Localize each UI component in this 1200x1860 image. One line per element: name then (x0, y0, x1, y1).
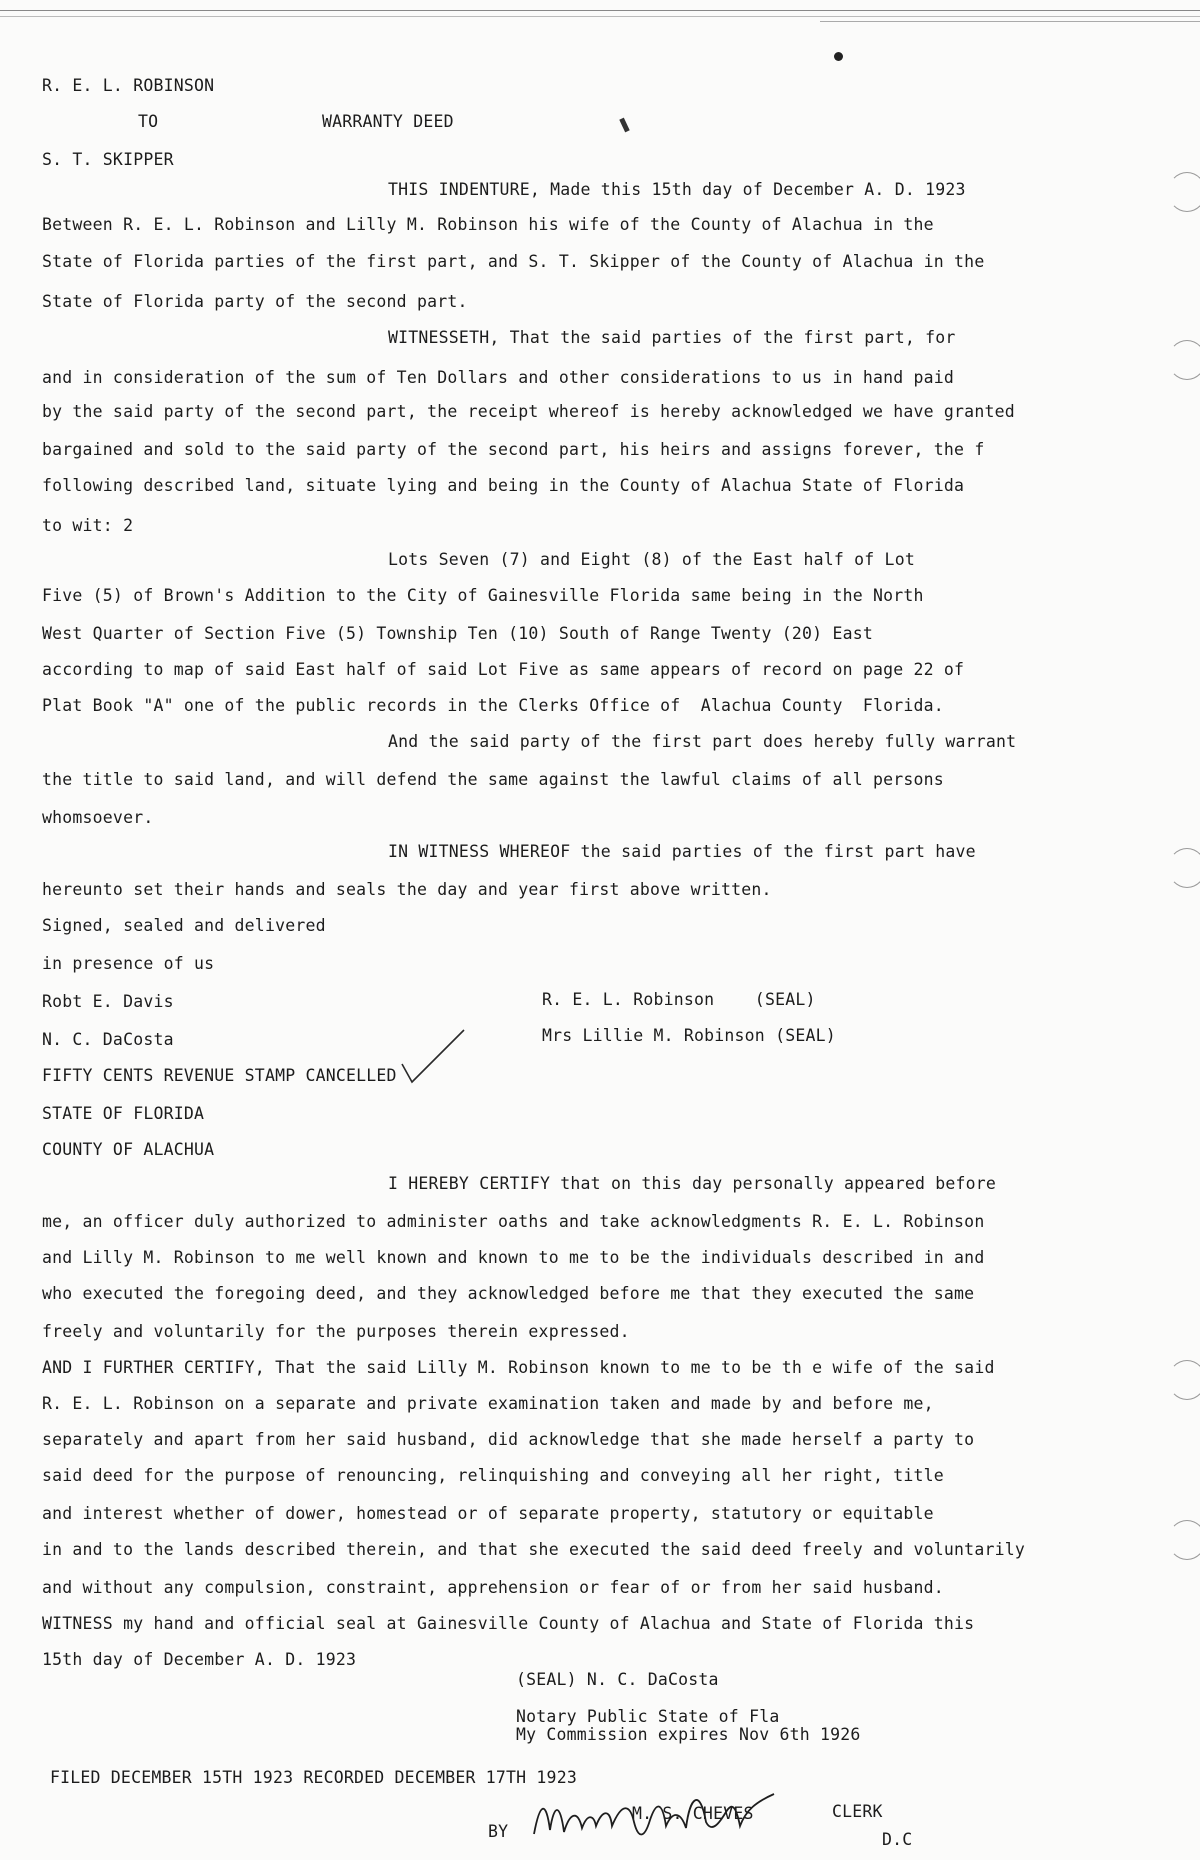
document-type: WARRANTY DEED (322, 112, 454, 131)
body-line: bargained and sold to the said party of the second part, his heirs and assigns forever, the f (42, 440, 985, 459)
legal-description-line: West Quarter of Section Five (5) Township Ten (10) South of Range Twenty (20) East (42, 624, 873, 643)
revenue-stamp-note: FIFTY CENTS REVENUE STAMP CANCELLED (42, 1066, 397, 1085)
body-line: State of Florida parties of the first part, and S. T. Skipper of the County of Alachua in the (42, 252, 985, 271)
check-mark (398, 1026, 468, 1086)
clerk-name: M. S. CHEVES (632, 1804, 754, 1823)
signed-sealed-line: Signed, sealed and delivered (42, 916, 326, 935)
acknowledgment-line: and interest whether of dower, homestead or of separate property, statutory or equitable (42, 1504, 934, 1523)
body-line: by the said party of the second part, the receipt whereof is hereby acknowledged we have granted (42, 402, 1015, 421)
deputy-clerk-label: D.C (882, 1830, 913, 1849)
legal-description-line: Five (5) of Brown's Addition to the City of Gainesville Florida same being in the North (42, 586, 924, 605)
indenture-line: THIS INDENTURE, Made this 15th day of December A. D. 1923 (388, 180, 966, 199)
notary-signature: (SEAL) N. C. DaCosta (516, 1670, 719, 1689)
witness-signature: Robt E. Davis (42, 992, 174, 1011)
in-witness-line: IN WITNESS WHEREOF the said parties of the first part have (388, 842, 976, 861)
acknowledgment-line: said deed for the purpose of renouncing, relinquishing and conveying all her right, title (42, 1466, 944, 1485)
legal-description-line: Plat Book "A" one of the public records in the Clerks Office of Alachua County Florida. (42, 696, 944, 715)
grantor-caption: R. E. L. ROBINSON (42, 76, 215, 95)
acknowledgment-line: in and to the lands described therein, and that she executed the said deed freely and voluntarily (42, 1540, 1025, 1559)
body-line: State of Florida party of the second part. (42, 292, 468, 311)
legal-description-line: according to map of said East half of said Lot Five as same appears of record on page 22 of (42, 660, 965, 679)
presence-line: in presence of us (42, 954, 215, 973)
filing-record-line: FILED DECEMBER 15TH 1923 RECORDED DECEMBER 17TH 1923 (50, 1768, 577, 1787)
body-line: following described land, situate lying and being in the County of Alachua State of Florida (42, 476, 965, 495)
venue-county: COUNTY OF ALACHUA (42, 1140, 215, 1159)
by-label: BY (488, 1822, 509, 1841)
acknowledgment-line: and Lilly M. Robinson to me well known and known to me to be the individuals described in and (42, 1248, 985, 1267)
binder-hole (1168, 172, 1200, 212)
notary-commission: My Commission expires Nov 6th 1926 (516, 1725, 861, 1744)
warranty-line: And the said party of the first part does hereby fully warrant (388, 732, 1017, 751)
body-line: the title to said land, and will defend the same against the lawful claims of all persons (42, 770, 944, 789)
binder-hole (1168, 1520, 1200, 1560)
body-line: and in consideration of the sum of Ten Dollars and other considerations to us in hand paid (42, 368, 955, 387)
top-edge-line (0, 10, 1200, 11)
deputy-clerk-signature (530, 1782, 780, 1852)
grantor-signature: Mrs Lillie M. Robinson (SEAL) (542, 1026, 836, 1045)
acknowledgment-line: me, an officer duly authorized to administer oaths and take acknowledgments R. E. L. Robinson (42, 1212, 985, 1231)
grantee-caption: S. T. SKIPPER (42, 150, 174, 169)
binder-hole (1168, 340, 1200, 380)
body-line: hereunto set their hands and seals the day and year first above written. (42, 880, 772, 899)
body-line: to wit: 2 (42, 516, 134, 535)
acknowledgment-line: R. E. L. Robinson on a separate and private examination taken and made by and before me, (42, 1394, 934, 1413)
binder-hole (1168, 1360, 1200, 1400)
legal-description-line: Lots Seven (7) and Eight (8) of the East half of Lot (388, 550, 915, 569)
body-line: whomsoever. (42, 808, 154, 827)
acknowledgment-line: separately and apart from her said husband, did acknowledge that she made herself a party to (42, 1430, 975, 1449)
acknowledgment-date: 15th day of December A. D. 1923 (42, 1650, 357, 1669)
certify-line: I HEREBY CERTIFY that on this day personally appeared before (388, 1174, 997, 1193)
further-certify-line: AND I FURTHER CERTIFY, That the said Lilly M. Robinson known to me to be th e wife of the said (42, 1358, 995, 1377)
to-caption: TO (138, 112, 159, 131)
venue-state: STATE OF FLORIDA (42, 1104, 205, 1123)
acknowledgment-line: freely and voluntarily for the purposes therein expressed. (42, 1322, 630, 1341)
acknowledgment-line: who executed the foregoing deed, and they acknowledged before me that they executed the same (42, 1284, 975, 1303)
witnesseth-line: WITNESSETH, That the said parties of the first part, for (388, 328, 956, 347)
ink-tick-mark (619, 118, 629, 133)
witness-hand-line: WITNESS my hand and official seal at Gainesville County of Alachua and State of Florida this (42, 1614, 975, 1633)
acknowledgment-line: and without any compulsion, constraint, apprehension or fear of or from her said husband. (42, 1578, 944, 1597)
top-edge-line (820, 21, 1200, 22)
clerk-title: CLERK (832, 1802, 883, 1821)
top-edge-line (0, 16, 1200, 17)
ink-dot (834, 52, 843, 61)
notary-title: Notary Public State of Fla (516, 1707, 780, 1726)
body-line: Between R. E. L. Robinson and Lilly M. Robinson his wife of the County of Alachua in the (42, 215, 934, 234)
grantor-signature: R. E. L. Robinson (SEAL) (542, 990, 816, 1009)
witness-signature: N. C. DaCosta (42, 1030, 174, 1049)
binder-hole (1168, 848, 1200, 888)
